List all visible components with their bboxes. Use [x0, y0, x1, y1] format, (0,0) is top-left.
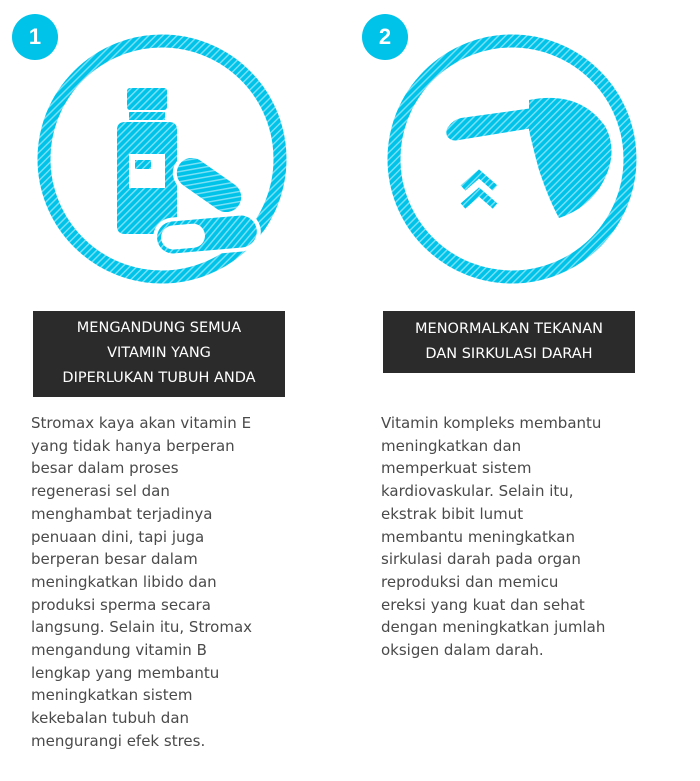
description-line: regenerasi sel dan: [31, 482, 170, 501]
feature-title-line: DAN SIRKULASI DARAH: [425, 346, 593, 362]
step-number-badge: 1: [12, 14, 58, 60]
description-line: reproduksi dan memicu: [381, 572, 559, 591]
description-line: menghambat terjadinya: [31, 504, 213, 523]
feature-description: [31, 412, 301, 753]
description-line: meningkatkan sistem: [31, 686, 193, 705]
description-line: dengan meningkatkan jumlah: [381, 618, 606, 637]
description-line: besar dalam proses: [31, 459, 179, 478]
description-line: oksigen dalam darah.: [381, 641, 544, 660]
blood-pressure-arrow-icon: [383, 30, 641, 288]
description-line: ereksi yang kuat dan sehat: [381, 595, 585, 614]
description-line: mengurangi efek stres.: [31, 731, 206, 750]
step-number-badge: 2: [362, 14, 408, 60]
feature-title-line: DIPERLUKAN TUBUH ANDA: [62, 370, 256, 386]
description-line: produksi sperma secara: [31, 595, 211, 614]
feature-title-line: VITAMIN YANG: [107, 345, 211, 361]
description-line: sirkulasi darah pada organ: [381, 550, 581, 569]
description-line: kekebalan tubuh dan: [31, 709, 190, 728]
description-line: memperkuat sistem: [381, 459, 532, 478]
description-line: Stromax kaya akan vitamin E: [31, 414, 252, 432]
description-line: lengkap yang membantu: [31, 663, 220, 682]
description-line: mengandung vitamin B: [31, 641, 207, 660]
description-line: kardiovaskular. Selain itu,: [381, 482, 574, 501]
description-line: Vitamin kompleks membantu: [381, 414, 602, 432]
description-line: membantu meningkatkan: [381, 527, 575, 546]
description-line: penuaan dini, tapi juga: [31, 527, 205, 546]
feature-card-1: [0, 0, 330, 781]
description-line: meningkatkan dan: [381, 436, 522, 455]
feature-title: [33, 311, 285, 397]
feature-title-line: MENORMALKAN TEKANAN: [415, 321, 603, 337]
description-line: meningkatkan libido dan: [31, 572, 217, 591]
feature-card-2: [350, 0, 680, 781]
feature-title: [383, 311, 635, 373]
description-line: berperan besar dalam: [31, 550, 198, 569]
description-line: ekstrak bibit lumut: [381, 504, 524, 523]
description-line: yang tidak hanya berperan: [31, 436, 235, 455]
feature-description: [381, 412, 651, 662]
feature-title-line: MENGANDUNG SEMUA: [76, 320, 242, 336]
medicine-bottle-capsules-icon: [33, 30, 291, 288]
description-line: langsung. Selain itu, Stromax: [31, 618, 253, 637]
